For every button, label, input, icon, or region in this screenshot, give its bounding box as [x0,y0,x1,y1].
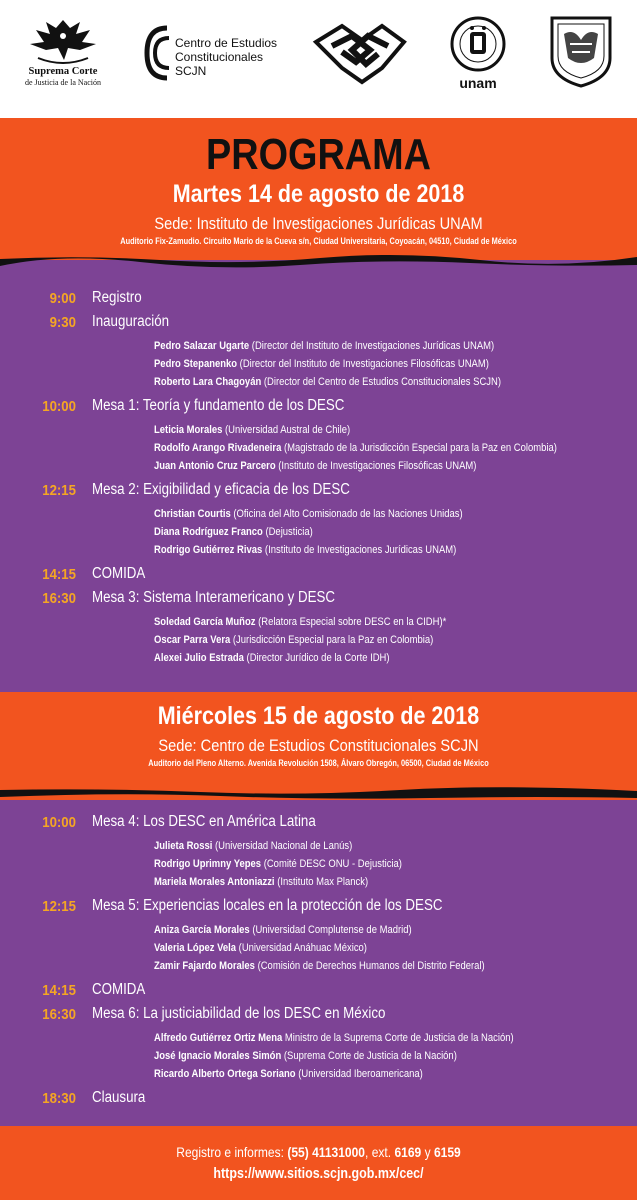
eagle-emblem-icon [18,14,108,66]
schedule-item-title: Mesa 2: Exigibilidad y eficacia de los DESC [92,481,350,498]
suprema-corte-name: Suprema Corte [28,66,98,77]
speaker-affiliation: (Relatora Especial sobre DESC en la CIDH)* [255,616,447,628]
suprema-corte-logo [18,14,108,88]
speaker-affiliation: (Comisión de Derechos Humanos del Distrito Federal) [254,960,485,972]
speaker-affiliation: (Universidad Iberoamericana) [295,1068,423,1080]
schedule-time: 16:30 [42,1006,76,1023]
speaker-line [154,1068,423,1080]
footer-and: y [421,1144,434,1160]
speaker-line [154,942,367,954]
speaker-name: José Ignacio Morales Simón [154,1050,282,1062]
schedule-item-title: Mesa 3: Sistema Interamericano y DESC [92,589,336,606]
iij-unam-text: unam [459,75,497,91]
speaker-line [154,616,446,628]
day2-schedule [0,800,637,1126]
speaker-name: Soledad García Muñoz [154,616,256,628]
speaker-affiliation: (Director del Instituto de Investigaciones Filosóficas UNAM) [237,358,489,370]
schedule-item-title: COMIDA [92,981,146,998]
cec-mark-icon [143,24,171,82]
schedule-time: 12:15 [42,482,76,499]
handshake-logo [312,22,408,86]
cec-line3: SCJN [175,64,207,78]
speaker-name: Alfredo Gutiérrez Ortiz Mena [154,1032,283,1044]
handshake-icon [312,22,408,86]
speaker-name: Rodolfo Arango Rivadeneira [154,442,282,454]
speaker-affiliation: (Instituto de Investigaciones Jurídicas UNAM) [262,544,457,556]
cec-line2: Constitucionales [175,50,264,64]
schedule-time: 10:00 [42,398,76,415]
speaker-affiliation: (Universidad Nacional de Lanús) [212,840,353,852]
day2-date: Miércoles 15 de agosto de 2018 [157,702,480,730]
speaker-line [154,544,456,556]
schedule-time: 10:00 [42,814,76,831]
footer-contact [45,1144,593,1160]
schedule-time: 14:15 [42,982,76,999]
unam-shield-logo [548,14,614,90]
program-title: PROGRAMA [206,130,431,179]
schedule-item-title: Mesa 5: Experiencias locales en la protección de los DESC [92,897,443,914]
day1-schedule [0,260,637,692]
speaker-name: Leticia Morales [154,424,223,436]
footer-label: Registro e informes: [176,1144,288,1160]
day2-header [0,692,637,800]
schedule-item-title: Inauguración [92,313,170,330]
day2-address: Auditorio del Pleno Alterno. Avenida Revolución 1508, Álvaro Obregón, 06500, Ciudad de México [148,758,489,769]
day2-venue: Sede: Centro de Estudios Constitucionales SCJN [158,736,479,755]
speaker-affiliation: (Suprema Corte de Justicia de la Nación) [281,1050,457,1062]
speaker-line [154,840,352,852]
speaker-line [154,1050,457,1062]
speaker-affiliation: (Director del Instituto de Investigaciones Jurídicas UNAM) [249,340,495,352]
speaker-affiliation: (Comité DESC ONU - Dejusticia) [261,858,402,870]
speaker-line [154,960,485,972]
speaker-name: Julieta Rossi [154,840,213,852]
speaker-line [154,858,402,870]
schedule-time: 9:00 [49,290,76,307]
schedule-time: 16:30 [42,590,76,607]
speaker-affiliation: (Jurisdicción Especial para la Paz en Colombia) [230,634,434,646]
day1-address: Auditorio Fix-Zamudio. Circuito Mario de la Cueva s/n, Ciudad Universitaria, Coyoacán, 04510, Ciudad de México [120,236,517,247]
day1-date: Martes 14 de agosto de 2018 [172,180,465,208]
footer-phone: (55) 41131000 [287,1144,366,1160]
speaker-affiliation: (Oficina del Alto Comisionado de las Naciones Unidas) [230,508,463,520]
speaker-line [154,508,463,520]
schedule-time: 18:30 [42,1090,76,1107]
speaker-name: Pedro Salazar Ugarte [154,340,250,352]
schedule-item-title: Registro [92,289,142,306]
speaker-affiliation: (Universidad Anáhuac México) [236,942,367,954]
speaker-name: Mariela Morales Antoniazzi [154,876,275,888]
speaker-affiliation: (Director del Centro de Estudios Constitucionales SCJN) [261,376,501,388]
speaker-affiliation: (Dejusticia) [262,526,313,538]
speaker-line [154,424,350,436]
speaker-affiliation: (Magistrado de la Jurisdicción Especial para la Paz en Colombia) [281,442,557,454]
suprema-corte-subtitle: de Justicia de la Nación [25,78,101,87]
speaker-line [154,652,390,664]
brush-divider-top [0,254,637,268]
footer-ext-label: , ext. [365,1144,395,1160]
speaker-line [154,526,313,538]
speaker-name: Pedro Stepanenko [154,358,238,370]
footer [0,1126,637,1200]
schedule-time: 14:15 [42,566,76,583]
speaker-line [154,442,557,454]
speaker-line [154,924,412,936]
speaker-name: Valeria López Vela [154,942,237,954]
day1-venue: Sede: Instituto de Investigaciones Jurídicas UNAM [154,214,483,233]
schedule-item-title: Mesa 1: Teoría y fundamento de los DESC [92,397,345,414]
logo-strip [0,0,637,118]
cec-line1: Centro de Estudios [175,36,278,50]
footer-ext1: 6169 [394,1144,422,1160]
speaker-affiliation: (Instituto de Investigaciones Filosóficas UNAM) [275,460,477,472]
day1-header [0,118,637,260]
schedule-item-title: Mesa 6: La justiciabilidad de los DESC en México [92,1005,386,1022]
speaker-name: Oscar Parra Vera [154,634,231,646]
speaker-affiliation: (Director Jurídico de la Corte IDH) [243,652,390,664]
schedule-time: 12:15 [42,898,76,915]
speaker-name: Alexei Julio Estrada [154,652,244,664]
speaker-name: Christian Courtis [154,508,231,520]
speaker-name: Juan Antonio Cruz Parcero [154,460,276,472]
schedule-item-title: Mesa 4: Los DESC en América Latina [92,813,316,830]
speaker-name: Zamir Fajardo Morales [154,960,255,972]
speaker-affiliation: (Universidad Complutense de Madrid) [249,924,412,936]
speaker-affiliation: (Instituto Max Planck) [274,876,369,888]
footer-url-link[interactable]: https://www.sitios.scjn.gob.mx/cec/ [213,1166,424,1182]
speaker-name: Roberto Lara Chagoyán [154,376,262,388]
schedule-item-title: COMIDA [92,565,146,582]
schedule-time: 9:30 [49,314,76,331]
speaker-affiliation: Ministro de la Suprema Corte de Justicia de la Nación) [282,1032,514,1044]
speaker-name: Ricardo Alberto Ortega Soriano [154,1068,296,1080]
speaker-name: Rodrigo Uprimny Yepes [154,858,262,870]
speaker-affiliation: (Universidad Austral de Chile) [222,424,351,436]
unam-shield-icon [548,14,614,90]
schedule-item-title: Clausura [92,1089,146,1106]
footer-ext2: 6159 [433,1144,461,1160]
speaker-line [154,634,433,646]
speaker-line [154,340,494,352]
speaker-line [154,1032,514,1044]
speaker-line [154,876,368,888]
iij-emblem-icon [446,16,510,76]
speaker-name: Diana Rodríguez Franco [154,526,263,538]
speaker-line [154,376,501,388]
iij-unam-logo [446,16,510,90]
speaker-line [154,460,476,472]
speaker-name: Rodrigo Gutiérrez Rivas [154,544,263,556]
brush-divider-middle [0,786,637,800]
speaker-name: Aniza García Morales [154,924,250,936]
speaker-line [154,358,489,370]
